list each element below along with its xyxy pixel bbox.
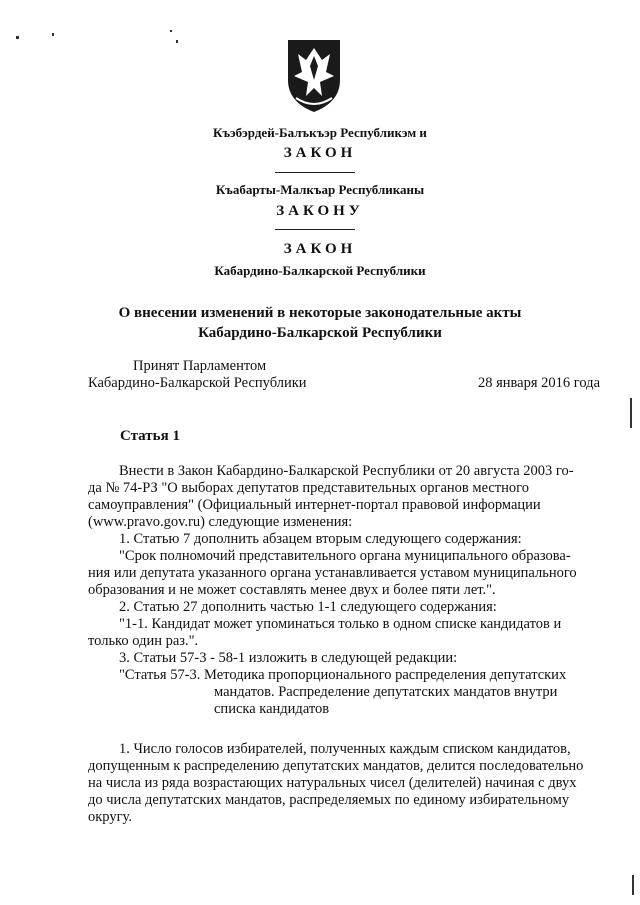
article-line: образования и не может составлять менее двух и более пяти лет.". — [88, 582, 496, 598]
adoption-line-2: Кабардино-Балкарской Республики — [88, 375, 307, 391]
kabardian-law-title: ЗАКОН — [283, 145, 357, 161]
adoption-line-1: Принят Парламентом — [133, 358, 267, 374]
article-line: ния или депутата указанного органа устанавливается уставом муниципального — [88, 565, 577, 581]
article-line: 2. Статью 27 дополнить частью 1-1 следующего содержания: — [119, 599, 497, 615]
article-heading: Статья 1 — [120, 428, 180, 444]
state-emblem — [282, 36, 346, 114]
article-line: мандатов. Распределение депутатских мандатов внутри — [214, 684, 558, 700]
scan-speck — [170, 30, 172, 32]
article-line: списка кандидатов — [214, 701, 330, 717]
article-line: Внести в Закон Кабардино-Балкарской Республики от 20 августа 2003 го- — [119, 463, 574, 479]
article-line: (www.pravo.gov.ru) следующие изменения: — [88, 514, 353, 530]
article-line: самоуправления" (Официальный интернет-портал правовой информации — [88, 497, 541, 513]
article-line: "Срок полномочий представительного органа муниципального образова- — [119, 548, 571, 564]
article-line: да № 74-РЗ "О выборах депутатов представительных органов местного — [88, 480, 529, 496]
article-line: 1. Число голосов избирателей, полученных каждым списком кандидатов, — [119, 741, 571, 757]
balkar-republic-line: Къабарты-Малкъар Республиканы — [215, 182, 425, 197]
divider — [275, 172, 355, 173]
article-line: только один раз.". — [88, 633, 199, 649]
article-line: "Статья 57-3. Методика пропорционального распределения депутатских — [119, 667, 567, 683]
article-line: 1. Статью 7 дополнить абзацем вторым следующего содержания: — [119, 531, 522, 547]
balkar-law-title: ЗАКОНУ — [276, 203, 364, 219]
article-line: на числа из ряда возрастающих натуральных чисел (делителей) начиная с двух — [88, 775, 577, 791]
law-title-line-2: Кабардино-Балкарской Республики — [198, 325, 442, 341]
article-line: до числа депутатских мандатов, распределяемых по единому избирательному — [88, 792, 570, 808]
scan-speck — [630, 398, 632, 428]
russian-law-title: ЗАКОН — [283, 241, 357, 257]
kabardian-republic-line: Къэбэрдей-Балъкъэр Республикэм и — [213, 125, 427, 140]
divider — [275, 229, 355, 230]
article-line: "1-1. Кандидат может упоминаться только в одном списке кандидатов и — [119, 616, 562, 632]
scan-speck — [632, 875, 634, 895]
scan-speck — [16, 36, 19, 39]
law-title-line-1: О внесении изменений в некоторые законодательные акты — [118, 305, 522, 321]
scan-speck — [176, 40, 178, 43]
article-line: 3. Статьи 57-3 - 58-1 изложить в следующей редакции: — [119, 650, 458, 666]
scan-speck — [52, 33, 54, 36]
russian-republic-line: Кабардино-Балкарской Республики — [214, 263, 426, 278]
article-line: допущенным к распределению депутатских мандатов, делится последовательно — [88, 758, 584, 774]
article-line: округу. — [88, 809, 132, 825]
adoption-date: 28 января 2016 года — [477, 375, 600, 391]
